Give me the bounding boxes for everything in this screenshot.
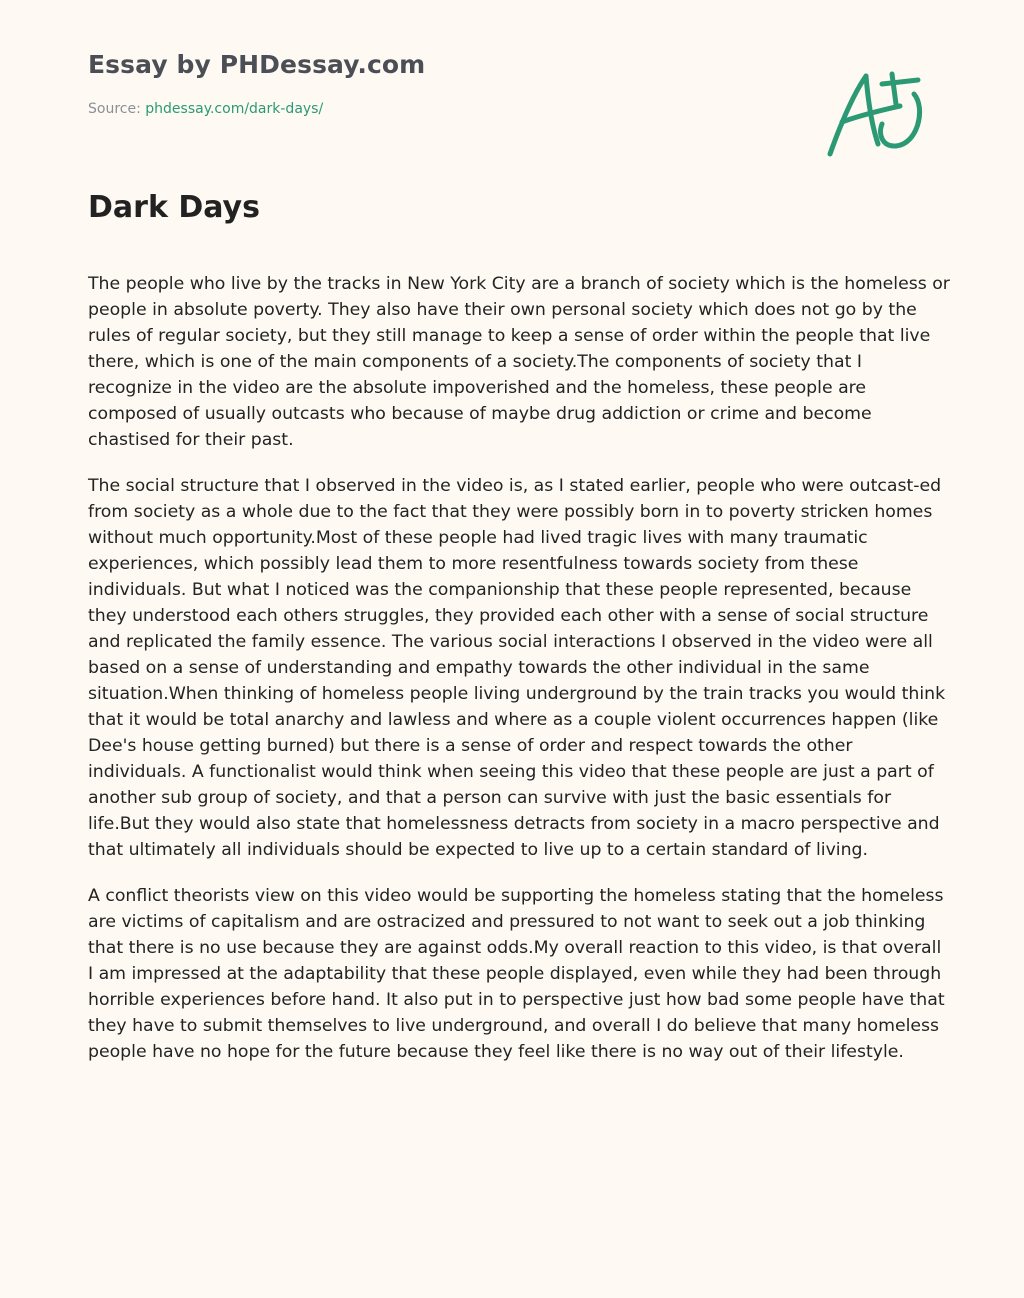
essay-title: Dark Days xyxy=(88,190,260,225)
source-link[interactable]: phdessay.com/dark-days/ xyxy=(145,101,324,117)
a-plus-grade-icon xyxy=(822,64,930,160)
essay-paragraph: The social structure that I observed in the video is, as I stated earlier, people who were outcast-ed from society as a whole due to the fact that they were possibly born in to poverty stricken homes without much opportunity.Most of these people had lived tragic lives with many traumatic experiences, which possibly lead them to more resentfulness towards society from these individuals. But what I noticed was the companionship that these people represented, because they understood each others struggles, they provided each other with a sense of social structure and replicated the family essence. The various social interactions I observed in the video were all based on a sense of understanding and empathy towards the other individual in the same situation.When thinking of homeless people living underground by the train tracks you would think that it would be total anarchy and lawless and where as a couple violent occurrences happen (like Dee's house getting burned) but there is a sense of order and respect towards the other individuals. A functionalist would think when seeing this video that these people are just a part of another sub group of society, and that a person can survive with just the basic essentials for life.But they would also state that homelessness detracts from society in a macro perspective and that ultimately all individuals should be expected to live up to a certain standard of living. xyxy=(88,476,946,860)
site-brand: Essay by PHDessay.com xyxy=(88,50,426,79)
essay-body xyxy=(88,271,950,1085)
source-line xyxy=(88,101,323,117)
source-label: Source: xyxy=(88,101,141,117)
essay-paragraph: A conflict theorists view on this video would be supporting the homeless stating that the homeless are victims of capitalism and are ostracized and pressured to not want to seek out a job thinking that there is no use because they are against odds.My overall reaction to this video, is that overall I am impressed at the adaptability that these people displayed, even while they had been through horrible experiences before hand. It also put in to perspective just how bad some people have that they have to submit themselves to live underground, and overall I do believe that many homeless people have no hope for the future because they feel like there is no way out of their lifestyle. xyxy=(88,886,945,1062)
essay-paragraph: The people who live by the tracks in New York City are a branch of society which is the homeless or people in absolute poverty. They also have their own personal society which does not go by the rules of regular society, but they still manage to keep a sense of order within the people that live there, which is one of the main components of a society.The components of society that I recognize in the video are the absolute impoverished and the homeless, these people are composed of usually outcasts who because of maybe drug addiction or crime and become chastised for their past. xyxy=(88,274,950,450)
